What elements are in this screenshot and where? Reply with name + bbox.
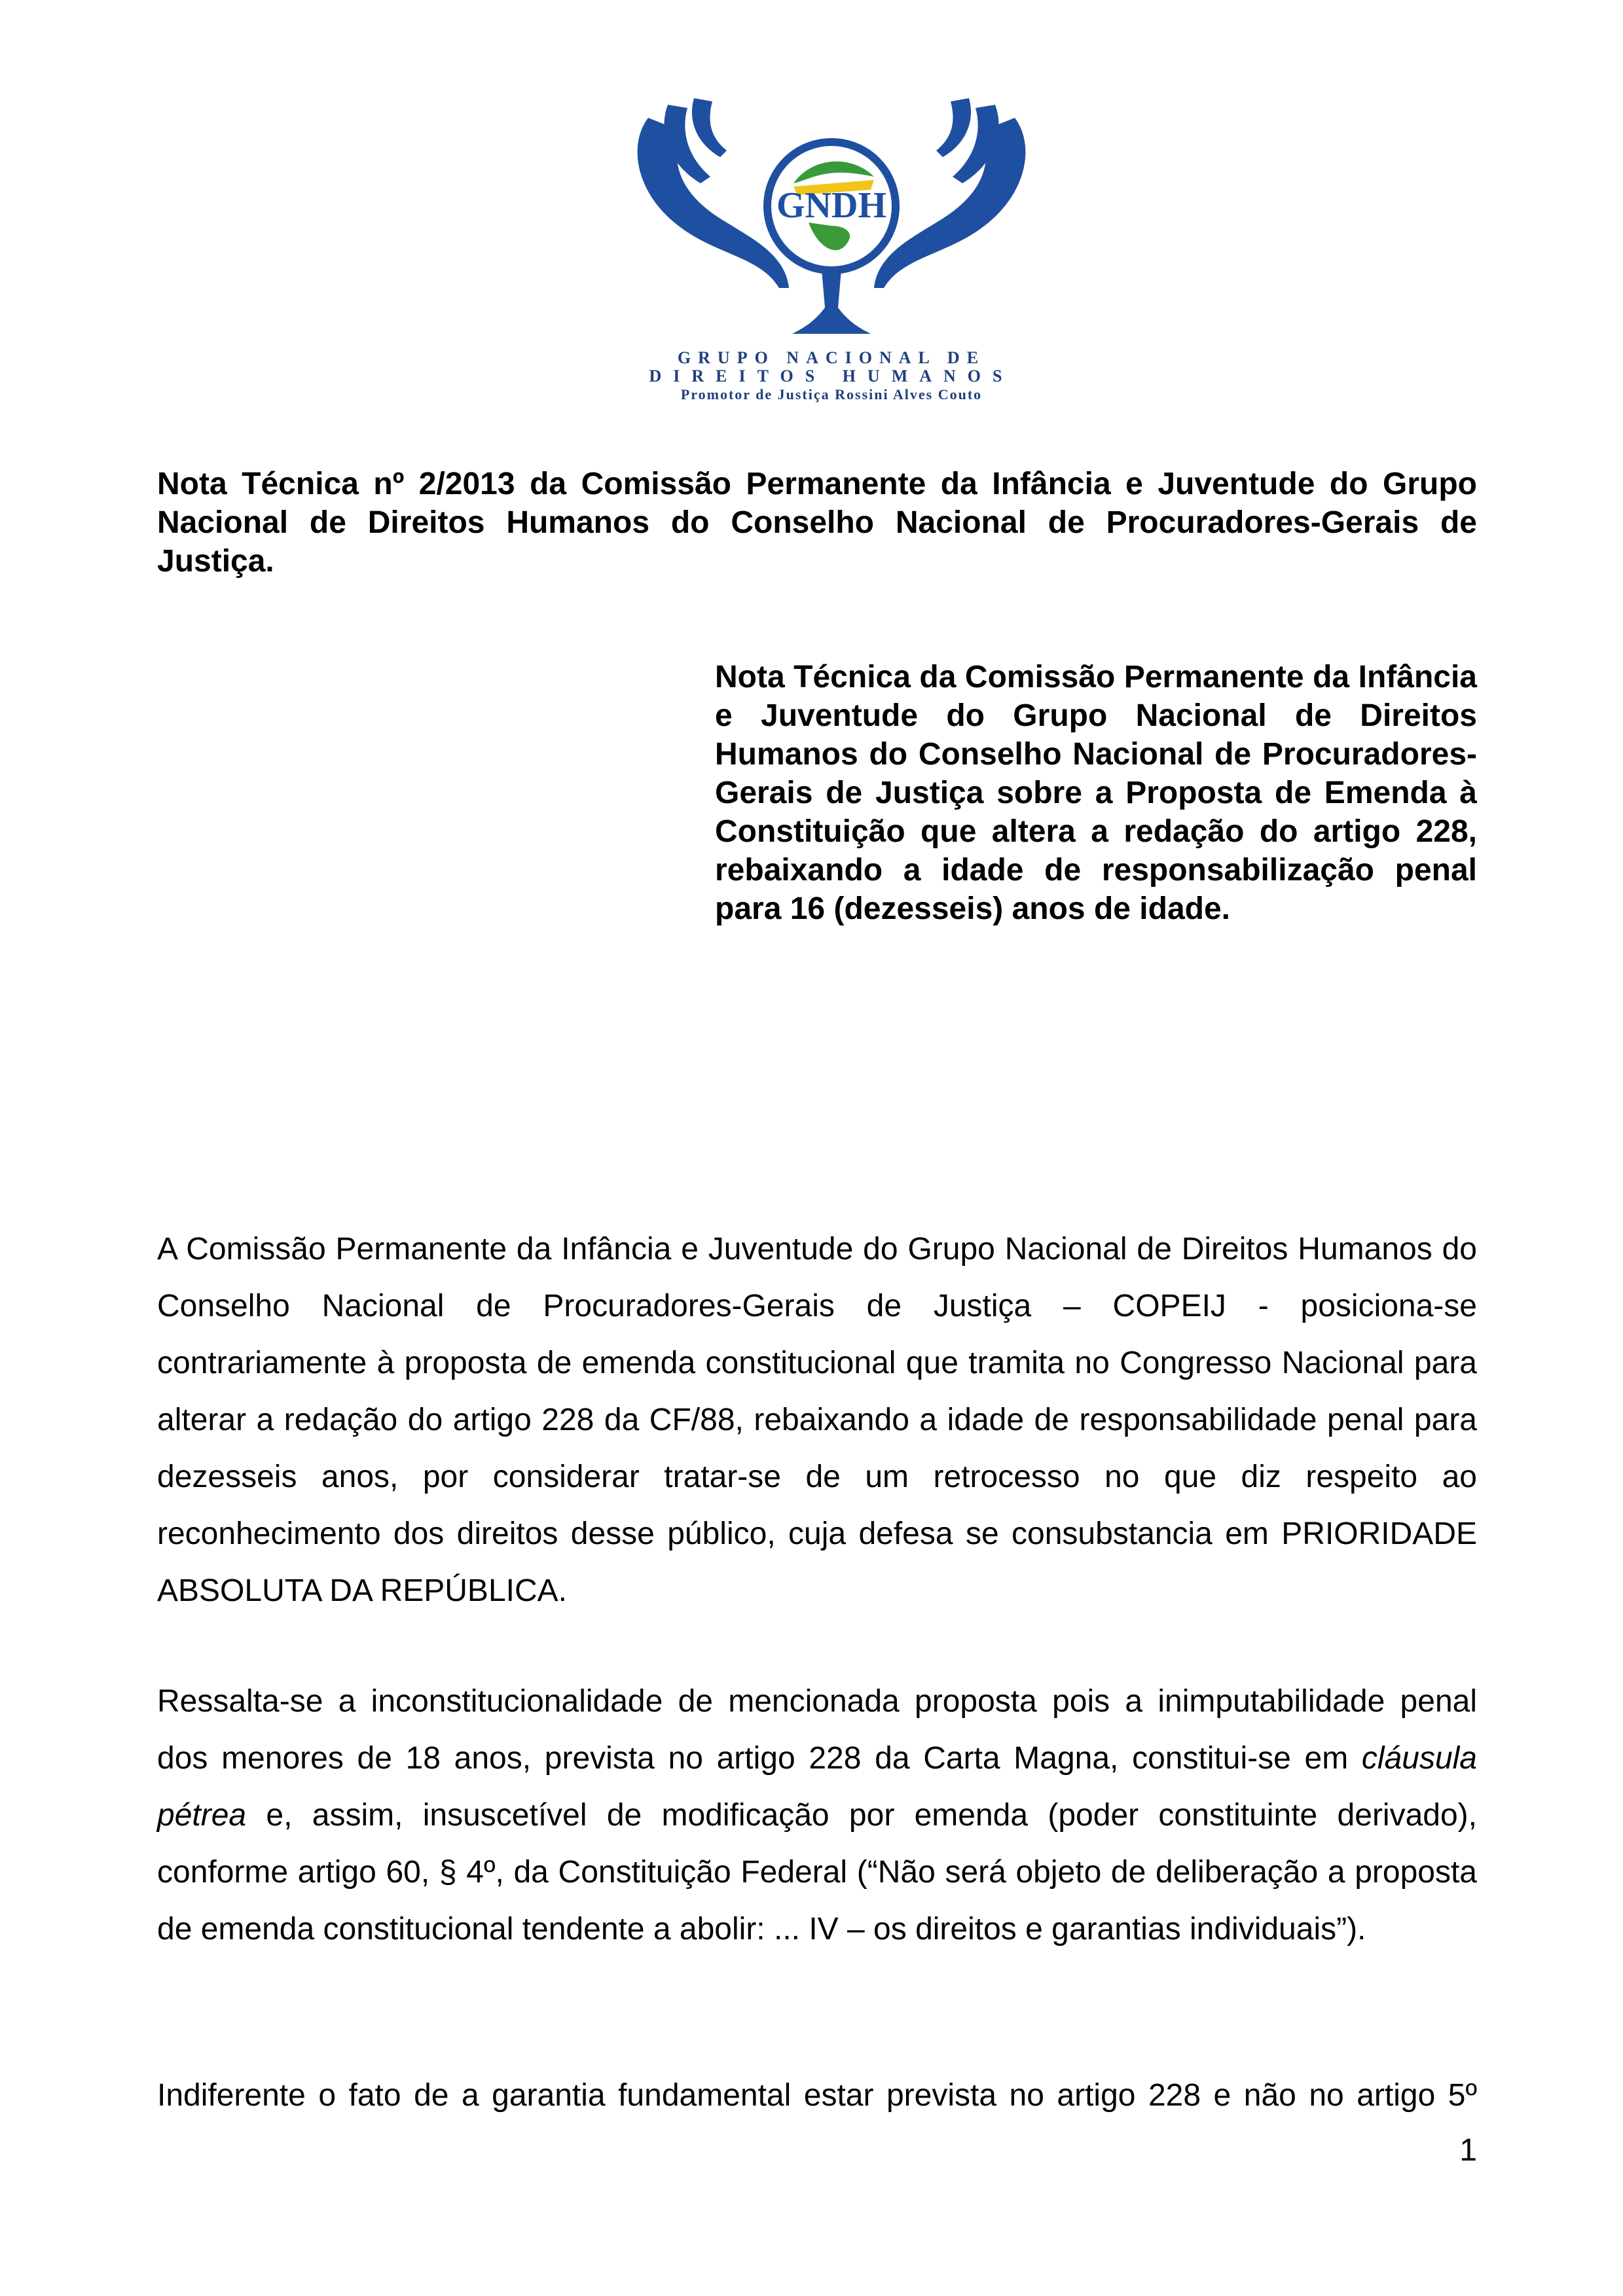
gndh-logo: [622, 92, 1041, 403]
svg-text:GNDH: GNDH: [776, 185, 886, 226]
org-subtitle: Promotor de Justiça Rossini Alves Couto: [680, 386, 983, 403]
page-number: 1: [1459, 2133, 1477, 2168]
document-title: Nota Técnica nº 2/2013 da Comissão Permanente da Infância e Juventude do Grupo Nacional de Direitos Humanos do Conselho Nacional de Procuradores-Gerais de Justiça.: [157, 467, 1477, 579]
summary-block: Nota Técnica da Comissão Permanente da Infância e Juventude do Grupo Nacional de Direitos Humanos do Conselho Nacional de Procuradores-Gerais de Justiça sobre a Proposta de Emenda à Constituição que altera a redação do artigo 228, rebaixando a idade de responsabilização penal para 16 (dezesseis) anos de idade.: [715, 660, 1477, 926]
body-paragraph: Indiferente o fato de a garantia fundamental estar prevista no artigo 228 e não no artigo 5º: [157, 2078, 1477, 2113]
body-paragraph: A Comissão Permanente da Infância e Juventude do Grupo Nacional de Direitos Humanos do Conselho Nacional de Procuradores-Gerais de Justiça – COPEIJ - posiciona-se contrariamente à proposta de emenda constitucional que tramita no Congresso Nacional para alterar a redação do artigo 228 da CF/88, rebaixando a idade de responsabilidade penal para dezesseis anos, por considerar tratar-se de um retrocesso no que diz respeito ao reconhecimento dos direitos desse público, cuja defesa se consubstancia em PRIORIDADE ABSOLUTA DA REPÚBLICA.: [157, 1232, 1477, 1608]
org-name-line2: DIREITOS HUMANOS: [649, 367, 1014, 386]
paragraph-text: e, assim, insuscetível de modificação por emenda (poder constituinte derivado), conforme artigo 60, § 4º, da Constituição Federal (“Não será objeto de deliberação a proposta de emenda constitucional tendente a abolir: ... IV – os direitos e garantias individuais”).: [157, 1798, 1477, 1946]
gndh-emblem-icon: [622, 92, 1041, 340]
paragraph-text: Ressalta-se a inconstitucionalidade de mencionada proposta pois a inimputabilidade penal dos menores de 18 anos, prevista no artigo 228 da Carta Magna, constitui-se em: [157, 1684, 1477, 1776]
org-name-line1: GRUPO NACIONAL DE: [677, 348, 986, 367]
body-paragraph: [157, 1673, 1477, 1958]
italic-term: cláusula pétrea: [157, 1741, 1477, 1833]
